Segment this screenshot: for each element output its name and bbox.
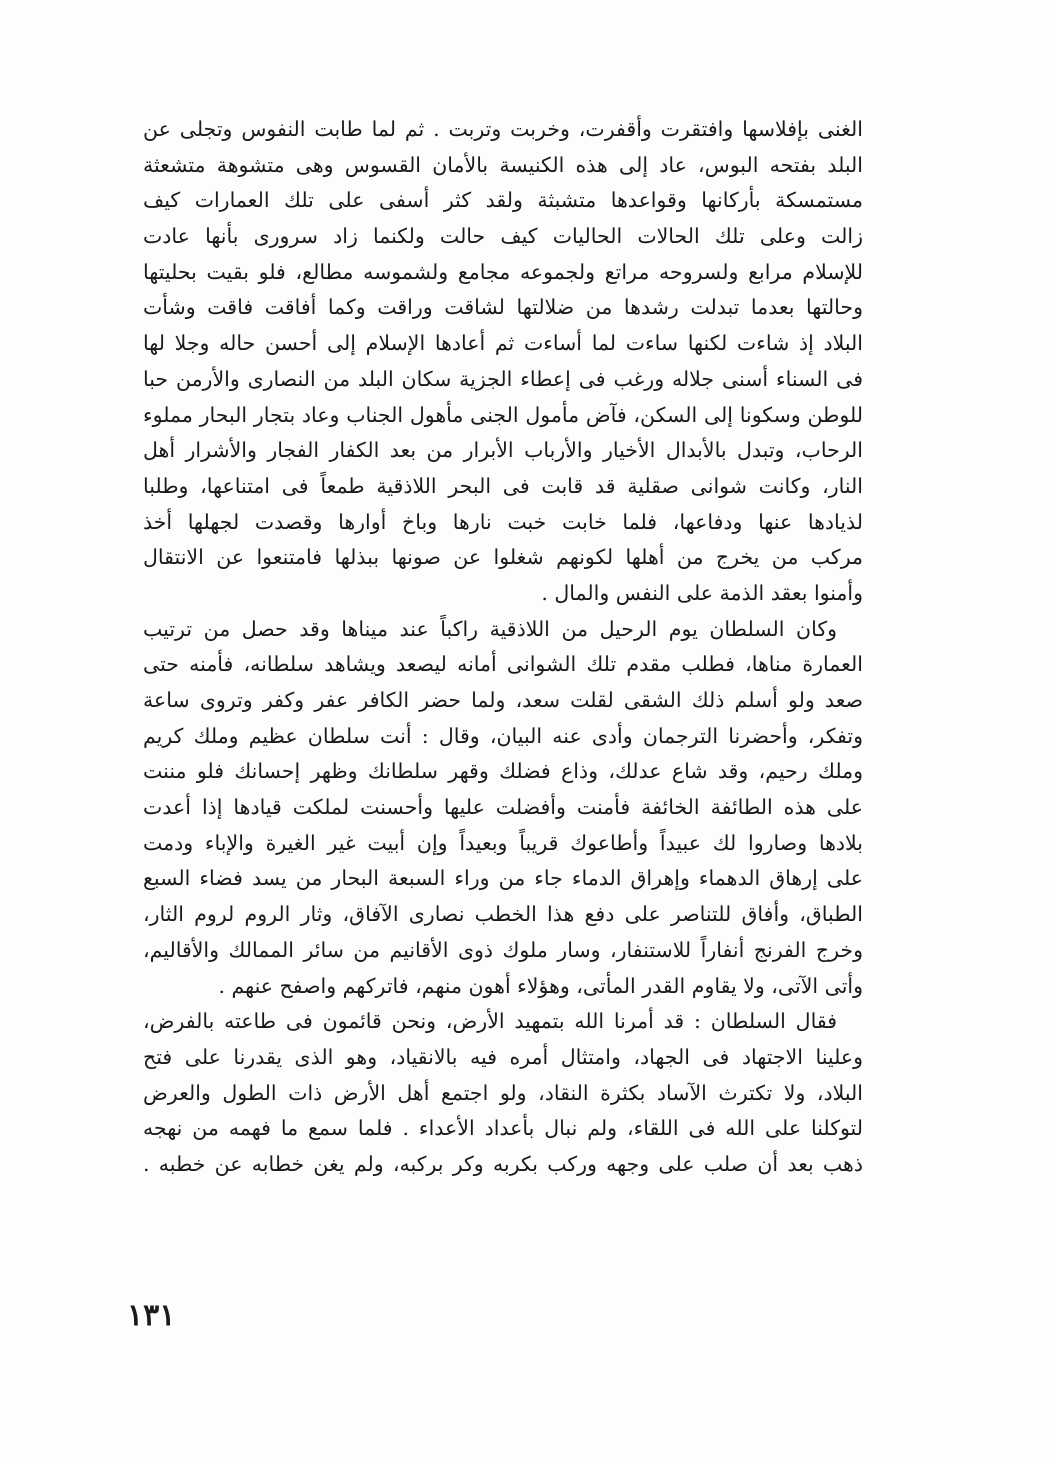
text-line: للإسلام مرابع ولسروحه مراتع ولجموعه مجامع ولشموسه مطالع، فلو بقيت بحليتها <box>143 259 863 284</box>
text-line: البلد بفتحه البوس، عاد إلى هذه الكنيسة بالأمان القسوس وهى متشوهة متشعثة <box>143 152 863 177</box>
text-line: النار، وكانت شوانى صقلية قد قابت فى البحر اللاذقية طمعاً فى امتناعها، وطلبا <box>143 473 863 498</box>
text-line: وخرج الفرنج أنفاراً للاستنفار، وسار ملوك ذوى الأقانيم من سائر الممالك والأقاليم، <box>143 937 863 962</box>
text-line: مستمسكة بأركانها وقواعدها متشبثة ولقد كثر أسفى على تلك العمارات كيف <box>143 188 863 213</box>
text-line: وملك رحيم، وقد شاع عدلك، وذاع فضلك وقهر سلطانك وظهر إحسانك فلو مننت <box>143 759 863 784</box>
text-line: زالت وعلى تلك الحالات الحاليات كيف حالت ولكنما زاد سرورى بأنها عادت <box>143 224 863 249</box>
text-line: وكان السلطان يوم الرحيل من اللاذقية راكباً عند ميناها وقد حصل من ترتيب <box>143 616 837 641</box>
body-text <box>143 112 863 1183</box>
text-line: فقال السلطان : قد أمرنا الله بتمهيد الأرض، ونحن قائمون فى طاعته بالفرض، <box>143 1009 837 1034</box>
text-line: الطباق، وأفاق للتناصر على دفع هذا الخطب نصارى الآفاق، وثار الروم لروم الثار، <box>143 902 863 927</box>
text-line: وأمنوا بعقد الذمة على النفس والمال . <box>541 580 863 605</box>
text-line: مركب من يخرج من أهلها لكونهم شغلوا عن صونها ببذلها فامتنعوا عن الانتقال <box>143 545 863 570</box>
page-number: ١٣١ <box>127 1298 176 1333</box>
text-line: بلادها وصاروا لك عبيداً وأطاعوك قريباً وبعيداً وإن أبيت غير الغيرة والإباء ودمت <box>143 830 863 855</box>
text-line: ذهب بعد أن صلب على وجهه وركب بكربه وكر بركبه، ولم يغن خطابه عن خطبه . <box>143 1151 863 1176</box>
text-line: البلاد إذ شاءت لكنها ساءت لما أساءت ثم أعادها الإسلام إلى أحسن حاله وجلا لها <box>143 331 863 356</box>
text-line: وأتى الآتى، ولا يقاوم القدر المأتى، وهؤلاء أهون منهم، فاتركهم واصفح عنهم . <box>218 973 863 998</box>
text-line: وتفكر، وأحضرنا الترجمان وأدى عنه البيان، وقال : أنت سلطان عظيم وملك كريم <box>143 723 863 748</box>
text-line: لتوكلنا على الله فى اللقاء، ولم نبال بأعداد الأعداء . فلما سمع ما فهمه من نهجه <box>143 1116 863 1141</box>
text-line: البلاد، ولا تكترث الآساد بكثرة النقاد، ولو اجتمع أهل الأرض ذات الطول والعرض <box>143 1080 863 1105</box>
text-line: الغنى بإفلاسها وافتقرت وأقفرت، وخربت وتربت . ثم لما طابت النفوس وتجلى عن <box>143 117 863 141</box>
text-line: صعد ولو أسلم ذلك الشقى لقلت سعد، ولما حضر الكافر عفر وكفر وتروى ساعة <box>143 688 863 712</box>
text-line: وعلينا الاجتهاد فى الجهاد، وامتثال أمره فيه بالانقياد، وهو الذى يقدرنا على فتح <box>143 1044 863 1069</box>
text-line: الرحاب، وتبدل بالأبدال الأخيار والأرباب الأبرار من بعد الكفار الفجار والأشرار أهل <box>143 438 863 463</box>
text-line: على إرهاق الدهماء وإهراق الدماء جاء من وراء السبعة البحار من يسد فضاء السبع <box>143 866 863 891</box>
text-line: العمارة مناها، فطلب مقدم تلك الشوانى أمانه ليصعد ويشاهد سلطانه، فأمنه حتى <box>143 652 863 677</box>
text-line: فى السناء أسنى جلاله ورغب فى إعطاء الجزية سكان البلد من النصارى والأرمن حبا <box>143 366 863 391</box>
text-line: لذيادها عنها ودفاعها، فلما خابت خبت نارها وباخ أوارها وقصدت لجهلها أخذ <box>143 509 863 534</box>
text-line: على هذه الطائفة الخائفة فأمنت وأفضلت عليها وأحسنت لملكت قيادها إذا أعدت <box>143 795 863 820</box>
text-line: للوطن وسكونا إلى السكن، فآض مأمول الجنى مأهول الجناب وعاد بتجار البحار مملوء <box>143 402 863 427</box>
text-line: وحالتها بعدما تبدلت رشدها من ضلالتها لشاقت وراقت وكما أفاقت فاقت وشأت <box>143 295 863 320</box>
